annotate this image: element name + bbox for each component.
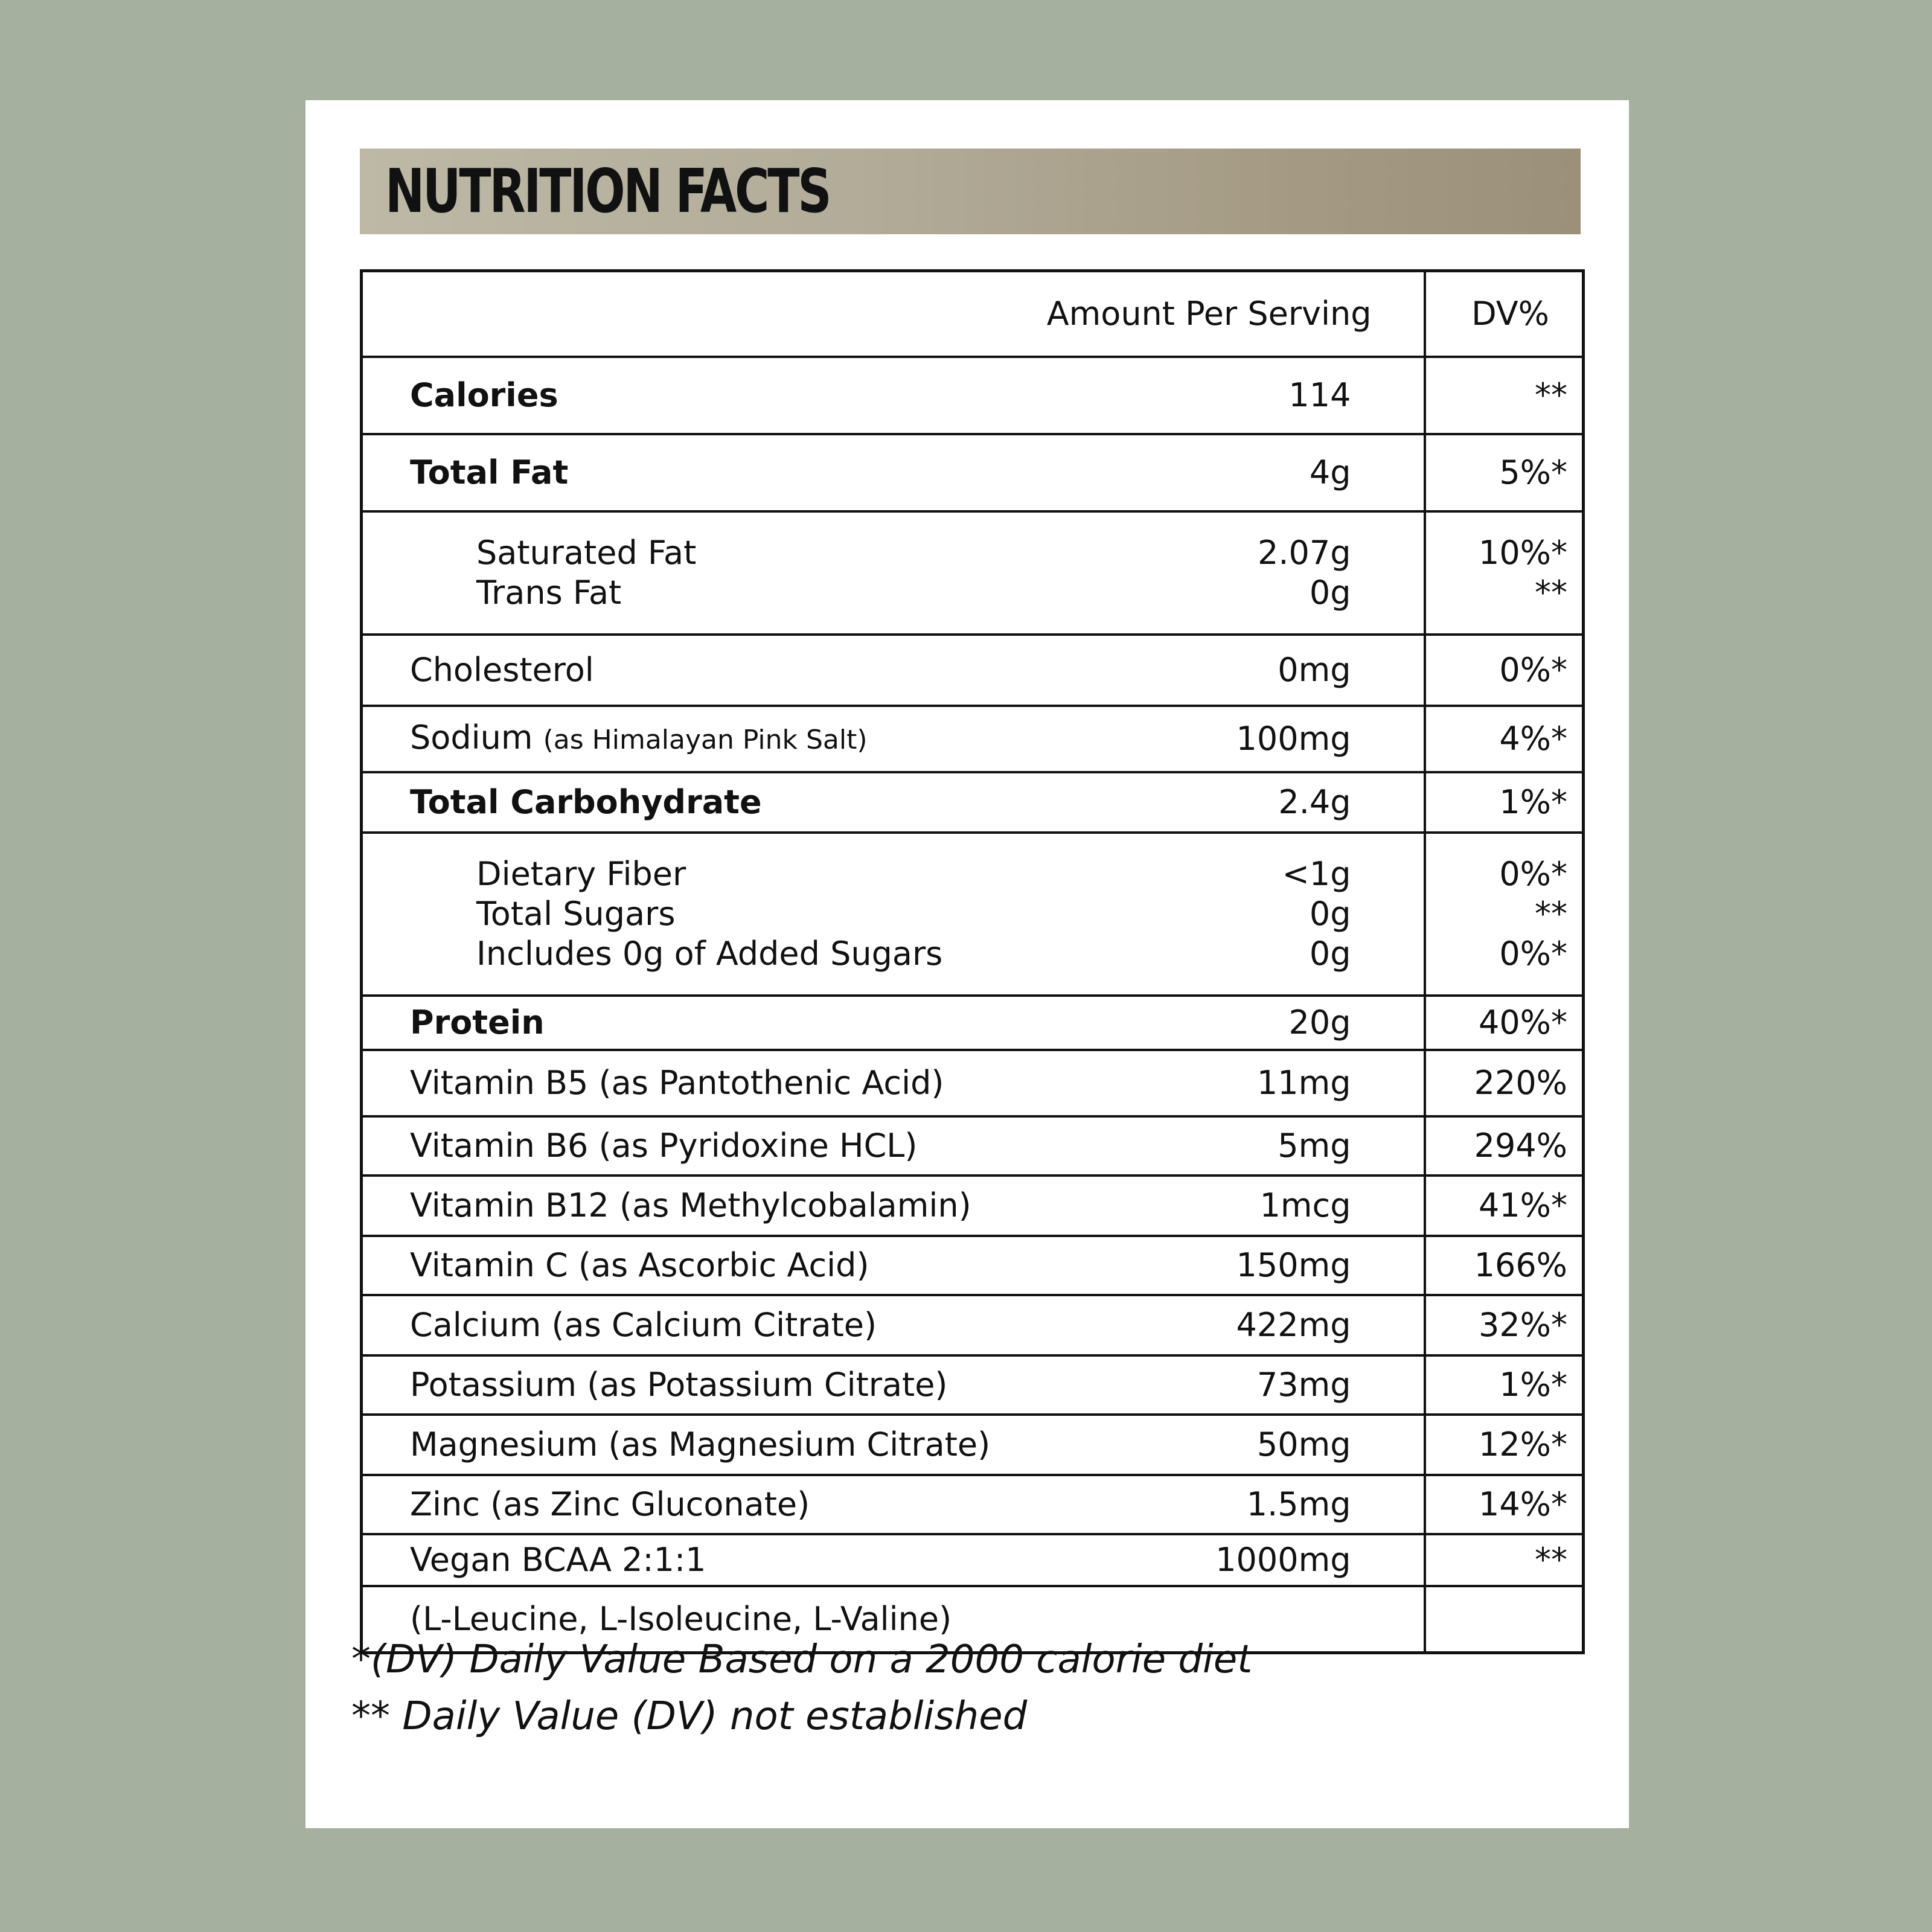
nutrient-label-total-sugars: Total Sugars — [476, 895, 676, 933]
table-row — [362, 1475, 1584, 1534]
table-row — [362, 1176, 1584, 1236]
nutrient-name-cell — [362, 1355, 1425, 1415]
dv-cell — [1425, 1475, 1584, 1534]
amount-sodium: 100mg — [1236, 720, 1351, 758]
nutrient-label-trans-fat: Trans Fat — [476, 574, 622, 612]
nutrient-name-cell — [362, 772, 1425, 833]
nutrient-name-cell — [362, 434, 1425, 511]
dv-magnesium: 12%* — [1478, 1425, 1567, 1463]
dv-zinc: 14%* — [1478, 1485, 1567, 1523]
dv-cell — [1425, 1534, 1584, 1586]
table-row — [362, 434, 1584, 511]
dv-vitamin-b12: 41%* — [1478, 1186, 1567, 1224]
table-row — [362, 1355, 1584, 1415]
table-row — [362, 1534, 1584, 1586]
amount-includes-0g-of-added-sugars: 0g — [1309, 935, 1351, 973]
nutrient-name-cell — [362, 1116, 1425, 1176]
dv-total-fat: 5%* — [1499, 453, 1567, 491]
nutrient-note-sodium: (as Himalayan Pink Salt) — [543, 724, 868, 755]
amount-vitamin-b5: 11mg — [1256, 1064, 1351, 1102]
nutrient-label-vitamin-c: Vitamin C (as Ascorbic Acid) — [410, 1246, 869, 1284]
table-row — [362, 357, 1584, 434]
nutrient-name-cell — [362, 1415, 1425, 1475]
amount-total-fat: 4g — [1309, 453, 1351, 491]
nutrient-name-cell — [362, 1236, 1425, 1295]
amount-saturated-fat: 2.07g — [1257, 534, 1351, 572]
dv-cell — [1425, 1586, 1584, 1653]
nutrient-label-vitamin-b6: Vitamin B6 (as Pyridoxine HCL) — [410, 1127, 918, 1165]
nutrient-label-vegan-bcaa-2-1-1: Vegan BCAA 2:1:1 — [410, 1541, 706, 1579]
dv-cell — [1425, 706, 1584, 772]
dv-cell — [1425, 996, 1584, 1050]
table-row — [362, 635, 1584, 706]
dv-saturated-fat: 10%* — [1478, 534, 1567, 572]
dv-total-carbohydrate: 1%* — [1499, 783, 1567, 821]
dv-trans-fat: ** — [1535, 574, 1567, 612]
dv-cell — [1425, 357, 1584, 434]
amount-vegan-bcaa-2-1-1: 1000mg — [1215, 1541, 1351, 1579]
nutrient-name-cell — [362, 511, 1425, 635]
dv-dietary-fiber: 0%* — [1499, 855, 1567, 893]
nutrient-label-potassium: Potassium (as Potassium Citrate) — [410, 1366, 948, 1404]
nutrient-name-cell — [362, 635, 1425, 706]
dv-cell — [1425, 1355, 1584, 1415]
dv-cholesterol: 0%* — [1499, 651, 1567, 689]
amount-zinc: 1.5mg — [1246, 1485, 1351, 1523]
nutrient-label-magnesium: Magnesium (as Magnesium Citrate) — [410, 1425, 991, 1463]
table-row — [362, 772, 1584, 833]
nutrient-name-cell — [362, 996, 1425, 1050]
amount-vitamin-b6: 5mg — [1278, 1127, 1351, 1165]
amount-total-carbohydrate: 2.4g — [1278, 783, 1351, 821]
nutrient-label-vitamin-b5: Vitamin B5 (as Pantothenic Acid) — [410, 1064, 944, 1102]
dv-cell — [1425, 1050, 1584, 1116]
footnotes — [351, 1631, 1252, 1745]
nutrient-label-: (L-Leucine, L-Isoleucine, L-Valine) — [410, 1600, 952, 1638]
nutrient-label-cholesterol: Cholesterol — [410, 651, 594, 689]
nutrient-label-vitamin-b12: Vitamin B12 (as Methylcobalamin) — [410, 1186, 971, 1224]
dv-cell — [1425, 434, 1584, 511]
dv-cell — [1425, 511, 1584, 635]
dv-potassium: 1%* — [1499, 1366, 1567, 1404]
table-row — [362, 511, 1584, 635]
table-row — [362, 706, 1584, 772]
nutrient-label-protein: Protein — [410, 1003, 545, 1041]
dv-cell — [1425, 1116, 1584, 1176]
nutrient-name-cell — [362, 1050, 1425, 1116]
table-row — [362, 1236, 1584, 1295]
amount-calcium: 422mg — [1236, 1306, 1351, 1344]
page-title: NUTRITION FACTS — [385, 156, 830, 226]
nutrient-label-total-fat: Total Fat — [410, 453, 569, 491]
dv-cell — [1425, 635, 1584, 706]
table-row — [362, 833, 1584, 996]
table-row — [362, 1295, 1584, 1355]
footnote-dv-basis: *(DV) Daily Value Based on a 2000 calorie diet — [351, 1637, 1253, 1682]
amount-magnesium: 50mg — [1256, 1425, 1351, 1463]
dv-vitamin-c: 166% — [1474, 1246, 1567, 1284]
dv-cell — [1425, 1415, 1584, 1475]
amount-cholesterol: 0mg — [1278, 651, 1351, 689]
table-row — [362, 1415, 1584, 1475]
nutrition-table — [360, 269, 1585, 1654]
nutrient-name-cell — [362, 357, 1425, 434]
amount-calories: 114 — [1288, 376, 1351, 414]
amount-total-sugars: 0g — [1309, 895, 1351, 933]
amount-vitamin-c: 150mg — [1236, 1246, 1351, 1284]
nutrient-label-zinc: Zinc (as Zinc Gluconate) — [410, 1485, 810, 1523]
title-bar — [360, 149, 1581, 234]
table-row — [362, 1116, 1584, 1176]
nutrient-label-saturated-fat: Saturated Fat — [476, 534, 697, 572]
dv-vitamin-b5: 220% — [1474, 1064, 1567, 1102]
table-row — [362, 996, 1584, 1050]
amount-dietary-fiber: <1g — [1282, 855, 1351, 893]
nutrient-name-cell — [362, 706, 1425, 772]
amount-protein: 20g — [1288, 1003, 1351, 1041]
dv-cell — [1425, 1295, 1584, 1355]
nutrient-name-cell — [362, 1475, 1425, 1534]
header-dv: DV% — [1471, 295, 1549, 333]
dv-cell — [1425, 1236, 1584, 1295]
nutrient-label-calories: Calories — [410, 376, 558, 414]
dv-calories: ** — [1535, 376, 1567, 414]
amount-vitamin-b12: 1mcg — [1259, 1186, 1351, 1224]
dv-sodium: 4%* — [1499, 720, 1567, 758]
dv-protein: 40%* — [1478, 1003, 1567, 1041]
dv-cell — [1425, 772, 1584, 833]
nutrient-label-sodium: Sodium — [410, 718, 533, 756]
table-header-row — [362, 271, 1584, 357]
nutrient-label-total-carbohydrate: Total Carbohydrate — [410, 783, 762, 821]
dv-calcium: 32%* — [1478, 1306, 1567, 1344]
table-row — [362, 1050, 1584, 1116]
nutrient-label-includes-0g-of-added-sugars: Includes 0g of Added Sugars — [476, 935, 943, 973]
dv-vitamin-b6: 294% — [1474, 1127, 1567, 1165]
footnote-dv-not-established: ** Daily Value (DV) not established — [351, 1694, 1028, 1739]
header-amount-per-serving: Amount Per Serving — [362, 271, 1425, 357]
amount-potassium: 73mg — [1256, 1366, 1351, 1404]
nutrient-label-dietary-fiber: Dietary Fiber — [476, 855, 686, 893]
dv-total-sugars: ** — [1535, 895, 1567, 933]
nutrient-label-calcium: Calcium (as Calcium Citrate) — [410, 1306, 877, 1344]
nutrient-name-cell — [362, 1176, 1425, 1236]
dv-vegan-bcaa-2-1-1: ** — [1535, 1541, 1567, 1579]
dv-cell — [1425, 1176, 1584, 1236]
nutrition-label-card — [305, 100, 1629, 1828]
nutrient-name-cell — [362, 833, 1425, 996]
nutrient-name-cell — [362, 1534, 1425, 1586]
dv-cell — [1425, 833, 1584, 996]
dv-includes-0g-of-added-sugars: 0%* — [1499, 935, 1567, 973]
amount-trans-fat: 0g — [1309, 574, 1351, 612]
nutrient-name-cell — [362, 1295, 1425, 1355]
